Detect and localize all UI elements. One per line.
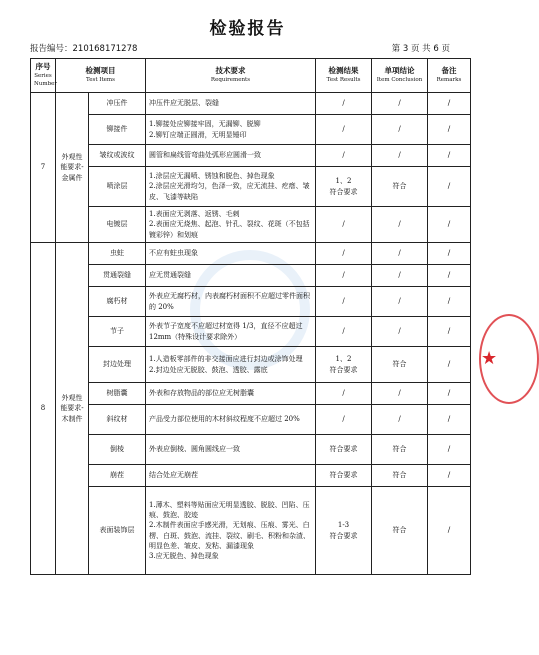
test-result-cell: / — [316, 93, 372, 115]
item-conclusion-cell: / — [372, 145, 428, 167]
remarks-cell: / — [428, 93, 471, 115]
test-item-cell: 虫蛀 — [89, 243, 146, 265]
red-stamp — [475, 300, 498, 420]
test-item-cell: 喷涂层 — [89, 167, 146, 207]
category-cell: 外观性能要求-木制件 — [56, 243, 89, 575]
test-item-cell: 树脂囊 — [89, 383, 146, 405]
requirement-cell: 结合处应无崩茬 — [146, 465, 316, 487]
remarks-cell: / — [428, 405, 471, 435]
test-result-cell: / — [316, 265, 372, 287]
table-row — [31, 265, 471, 287]
table-row — [31, 435, 471, 465]
table-row — [31, 243, 471, 265]
test-result-cell: / — [316, 115, 372, 145]
remarks-cell: / — [428, 115, 471, 145]
item-conclusion-cell: 符合 — [372, 167, 428, 207]
col-header-serial: 序号 Series Number — [31, 59, 56, 93]
inspection-table — [30, 58, 471, 575]
item-conclusion-cell: / — [372, 405, 428, 435]
table-row — [31, 317, 471, 347]
item-conclusion-cell: / — [372, 317, 428, 347]
test-result-cell: / — [316, 243, 372, 265]
item-conclusion-cell: 符合 — [372, 347, 428, 383]
test-item-cell: 封边处理 — [89, 347, 146, 383]
requirement-cell: 冲压件应无脱层、裂缝 — [146, 93, 316, 115]
table-header-row — [31, 59, 471, 93]
item-conclusion-cell: / — [372, 243, 428, 265]
requirement-cell: 1.铆接处应铆接牢固，无漏铆、脱铆 2.铆钉应端正圆滑，无明显锤印 — [146, 115, 316, 145]
table-row — [31, 207, 471, 243]
requirement-cell: 1.表面应无剥落、返锈、毛刺 2.表面应无烧焦、起泡、针孔、裂纹、花斑（不包括镀彩锌）和划痕 — [146, 207, 316, 243]
remarks-cell: / — [428, 465, 471, 487]
requirement-cell: 外表应倒棱、圆角圆线应一致 — [146, 435, 316, 465]
test-item-cell: 斜纹材 — [89, 405, 146, 435]
table-row — [31, 465, 471, 487]
remarks-cell: / — [428, 167, 471, 207]
table-row — [31, 167, 471, 207]
table-row — [31, 383, 471, 405]
test-item-cell: 皱纹或波纹 — [89, 145, 146, 167]
table-row — [31, 347, 471, 383]
requirement-cell: 外表应无腐朽材，内表腐朽材面积不应超过零件面积的 20% — [146, 287, 316, 317]
requirement-cell: 圆管和扁线管弯曲处弧形应圆滑一致 — [146, 145, 316, 167]
report-number: 报告编号：210168171278 — [30, 44, 138, 54]
table-row — [31, 487, 471, 575]
serial-number-cell: 8 — [31, 243, 56, 575]
test-item-cell: 节子 — [89, 317, 146, 347]
test-item-cell: 表面装饰层 — [89, 487, 146, 575]
item-conclusion-cell: / — [372, 265, 428, 287]
test-result-cell: / — [316, 317, 372, 347]
remarks-cell: / — [428, 383, 471, 405]
category-cell: 外观性能要求-金属件 — [56, 93, 89, 243]
test-item-cell: 倒棱 — [89, 435, 146, 465]
test-result-cell: / — [316, 287, 372, 317]
item-conclusion-cell: / — [372, 207, 428, 243]
test-item-cell: 贯通裂缝 — [89, 265, 146, 287]
item-conclusion-cell: / — [372, 287, 428, 317]
col-header-item-conclusion: 单项结论 Item Conclusion — [372, 59, 428, 93]
test-result-cell: 1、2 符合要求 — [316, 167, 372, 207]
remarks-cell: / — [428, 287, 471, 317]
item-conclusion-cell: / — [372, 93, 428, 115]
col-header-requirements: 技术要求 Requirements — [146, 59, 316, 93]
requirement-cell: 1.薄木、塑料等贴面应无明显透胶、脱胶、凹陷、压痕、鼓泡、胶迹 2.木制件表面应手感光滑，无划痕、压痕、雾光、白楞、白斑、鼓泡、流挂、裂纹、刷毛、积粉和杂渣、明显色差、皱皮、发粘、漏漆现象 3.应无脱色、掉色现象 — [146, 487, 316, 575]
item-conclusion-cell: / — [372, 115, 428, 145]
test-item-cell: 铆接件 — [89, 115, 146, 145]
test-item-cell: 电镀层 — [89, 207, 146, 243]
test-item-cell: 崩茬 — [89, 465, 146, 487]
test-result-cell: / — [316, 145, 372, 167]
remarks-cell: / — [428, 145, 471, 167]
table-row — [31, 93, 471, 115]
remarks-cell: / — [428, 317, 471, 347]
requirement-cell: 1.涂层应无漏喷、锈蚀和脱色、掉色现象 2.涂层应光滑均匀，色泽一致，应无流挂、疙瘩、皱皮、飞漆等缺陷 — [146, 167, 316, 207]
stamp-star-icon: ★ — [481, 348, 498, 369]
col-header-test-results: 检测结果 Test Results — [316, 59, 372, 93]
test-item-cell: 冲压件 — [89, 93, 146, 115]
table-row — [31, 115, 471, 145]
page-indicator: 第 3 页 共 6 页 — [391, 44, 450, 54]
requirement-cell: 产品受力部位使用的木材斜纹程度不应超过 20% — [146, 405, 316, 435]
remarks-cell: / — [428, 347, 471, 383]
table-row — [31, 287, 471, 317]
table-row — [31, 405, 471, 435]
serial-number-cell: 7 — [31, 93, 56, 243]
requirement-cell: 不应有蛀虫现象 — [146, 243, 316, 265]
page-title: 检验报告 — [209, 19, 286, 39]
item-conclusion-cell: 符合 — [372, 487, 428, 575]
item-conclusion-cell: 符合 — [372, 435, 428, 465]
item-conclusion-cell: / — [372, 383, 428, 405]
test-result-cell: 符合要求 — [316, 465, 372, 487]
remarks-cell: / — [428, 265, 471, 287]
test-result-cell: / — [316, 405, 372, 435]
requirement-cell: 应无贯通裂缝 — [146, 265, 316, 287]
requirement-cell: 外表和存放物品的部位应无树脂囊 — [146, 383, 316, 405]
item-conclusion-cell: 符合 — [372, 465, 428, 487]
remarks-cell: / — [428, 207, 471, 243]
test-result-cell: / — [316, 207, 372, 243]
requirement-cell: 1.人造板零部件的非交接面应进行封边或涂饰处理 2.封边处应无脱胶、鼓泡、透胶、露底 — [146, 347, 316, 383]
col-header-test-items: 检测项目 Test Items — [56, 59, 146, 93]
test-result-cell: 符合要求 — [316, 435, 372, 465]
remarks-cell: / — [428, 243, 471, 265]
test-result-cell: 1、2 符合要求 — [316, 347, 372, 383]
col-header-remarks: 备注 Remarks — [428, 59, 471, 93]
table-row — [31, 145, 471, 167]
test-result-cell: 1-3 符合要求 — [316, 487, 372, 575]
test-item-cell: 腐朽材 — [89, 287, 146, 317]
remarks-cell: / — [428, 435, 471, 465]
test-result-cell: / — [316, 383, 372, 405]
remarks-cell: / — [428, 487, 471, 575]
requirement-cell: 外表节子宽度不应超过材宽得 1/3，直径不应超过 12mm（特殊设计要求除外） — [146, 317, 316, 347]
